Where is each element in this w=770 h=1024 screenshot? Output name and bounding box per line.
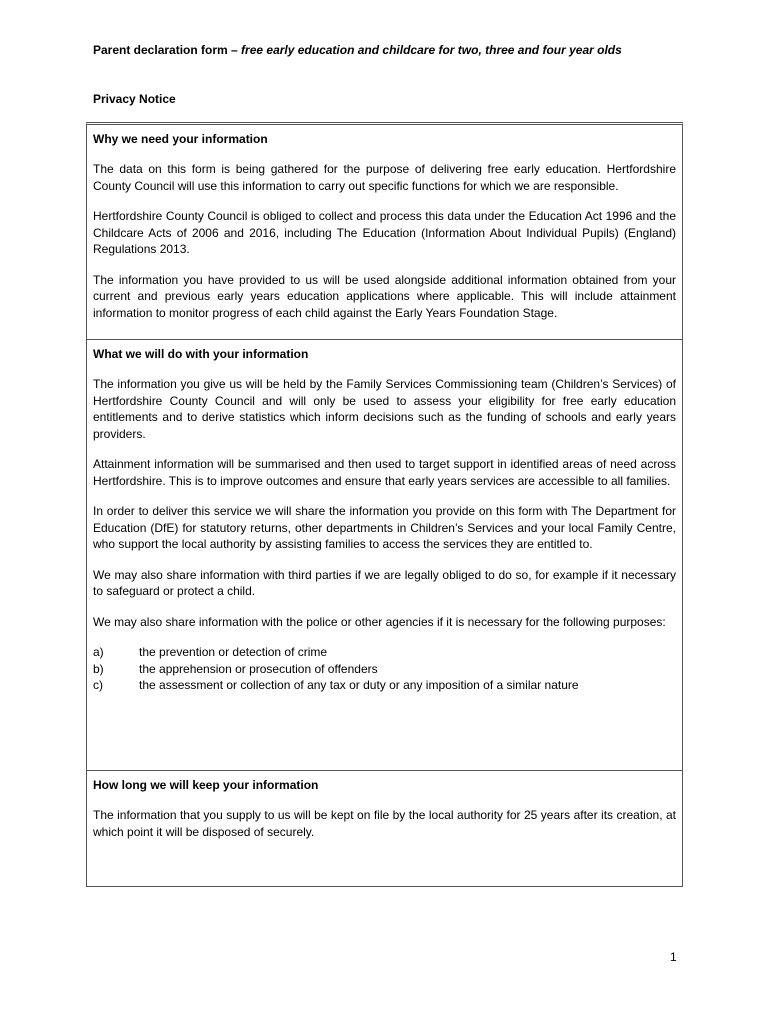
list-marker: c) — [93, 678, 103, 692]
section-heading: Why we need your information — [93, 132, 268, 146]
paragraph: The information you have provided to us will be used alongside additional information obtained from your current and previous early years education applications where applicable. This will include attainment information to monitor progress of each child against the Early Years Foundation Stage. — [93, 272, 676, 320]
list-marker: b) — [93, 661, 104, 676]
paragraph: The information that you supply to us will be kept on file by the local authority for 25 years after its creation, at which point it will be disposed of securely. — [93, 808, 676, 839]
section-why-we-need-info — [87, 125, 682, 339]
list-item-text: the apprehension or prosecution of offenders — [139, 661, 378, 676]
list-item-text: the assessment or collection of any tax or duty or any imposition of a similar nature — [139, 678, 579, 692]
privacy-notice-box — [86, 122, 683, 887]
document-title — [93, 43, 622, 57]
paragraph: In order to deliver this service we will share the information you provide on this form with The Department for Education (DfE) for statutory returns, other departments in Children’s Services and your local Family Centre, who support the local authority by assisting families to access the services they are entitled to. — [93, 504, 676, 551]
section-how-long-we-keep — [87, 770, 682, 888]
paragraph: We may also share information with third parties if we are legally obliged to do so, for example if it necessary to safeguard or protect a child. — [93, 567, 676, 598]
paragraph: We may also share information with the police or other agencies if it is necessary for the following purposes: — [93, 614, 666, 629]
document-title-plain: Parent declaration form – — [93, 43, 242, 57]
list-marker: a) — [93, 645, 104, 659]
privacy-notice-heading: Privacy Notice — [93, 92, 176, 106]
list-item — [93, 644, 676, 661]
section-heading: What we will do with your information — [93, 347, 309, 361]
paragraph: Attainment information will be summarised and then used to target support in identified areas of need across Hertfordshire. This is to improve outcomes and ensure that early years services are accessible to all families. — [93, 457, 676, 488]
list-item-text: the prevention or detection of crime — [139, 645, 328, 659]
purposes-list — [93, 644, 676, 694]
section-what-we-do — [87, 339, 682, 770]
list-item — [93, 677, 676, 694]
list-item — [93, 661, 676, 678]
paragraph: The information you give us will be held by the Family Services Commissioning team (Children’s Services) of Hertfordshire County Council and will only be used to assess your eligibility for free early education entitlements and to derive statistics which inform decisions such as the funding of schools and early years providers. — [93, 377, 676, 441]
paragraph: The data on this form is being gathered for the purpose of delivering free early education. Hertfordshire County Council will use this information to carry out specific functions for which we are responsible. — [93, 162, 676, 193]
page-number: 1 — [670, 950, 677, 964]
paragraph: Hertfordshire County Council is obliged to collect and process this data under the Education Act 1996 and the Childcare Acts of 2006 and 2016, including The Education (Information About Individual Pupils) (England) Regulations 2013. — [93, 209, 676, 256]
document-title-italic: free early education and childcare for two, three and four year olds — [241, 43, 622, 57]
section-heading: How long we will keep your information — [93, 778, 319, 792]
